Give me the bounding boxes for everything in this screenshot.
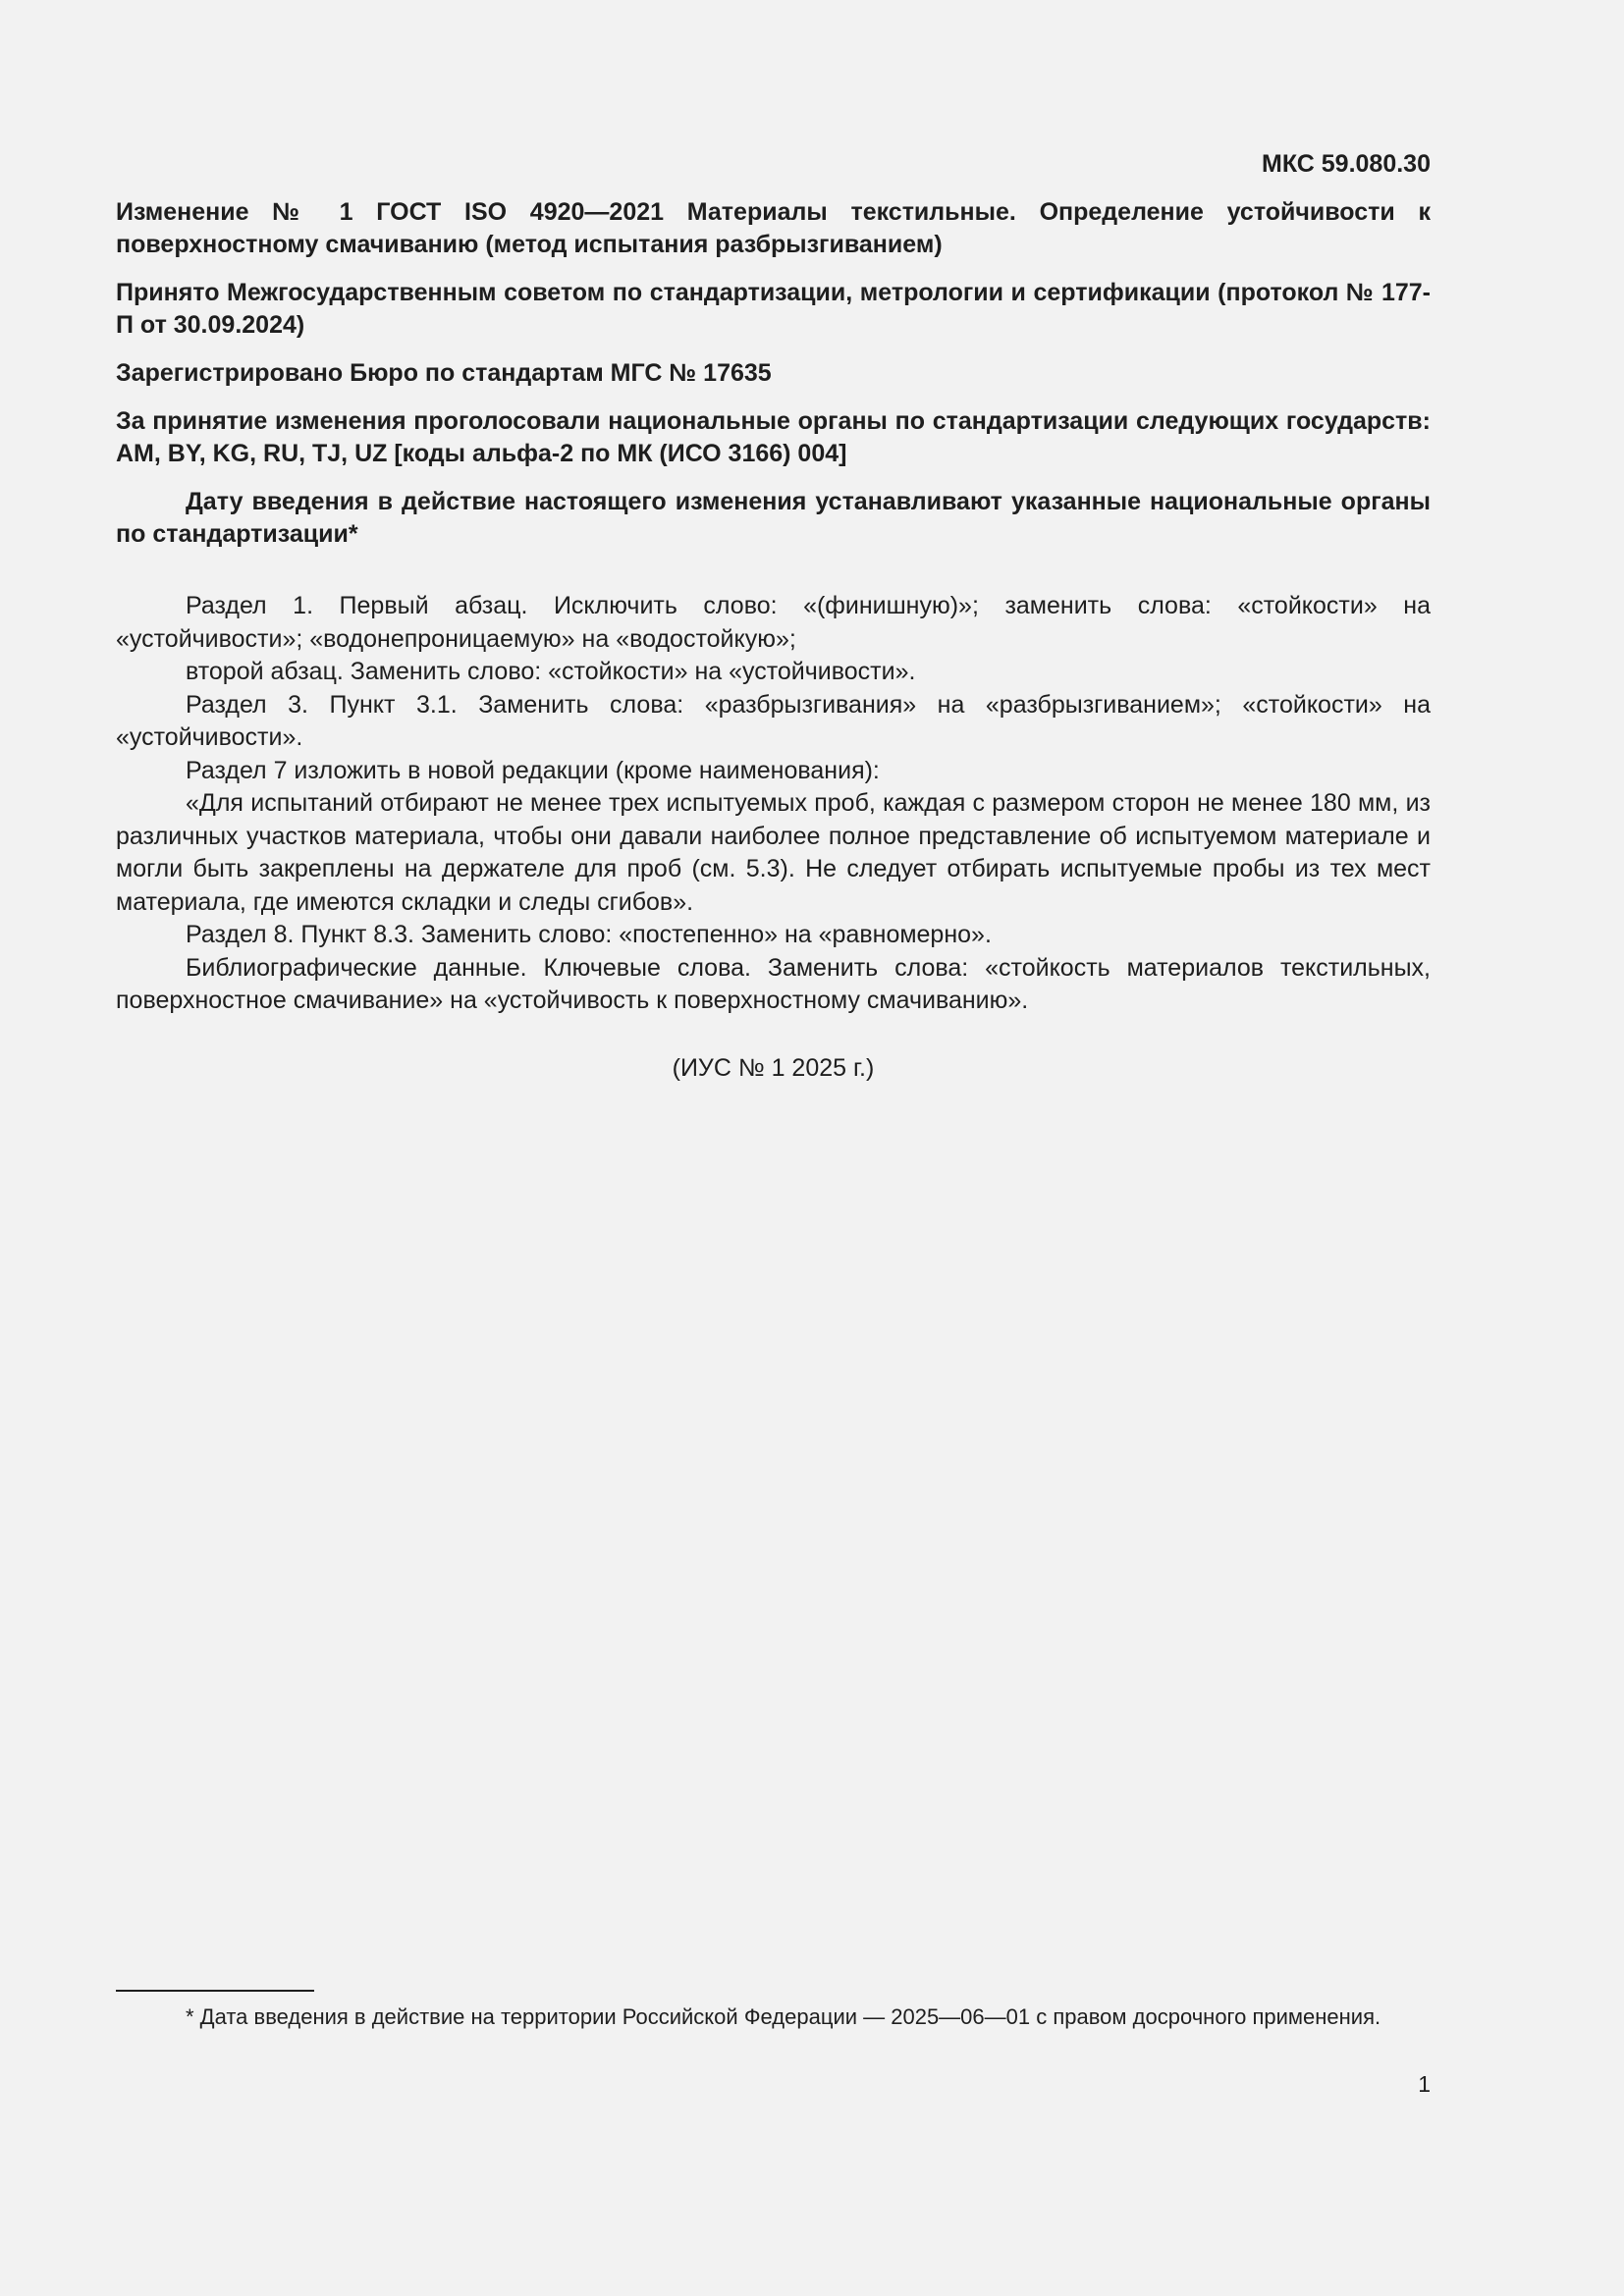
footnote: * Дата введения в действие на территории Российской Федерации — 2025—06—01 с правом досрочного применения. (186, 2004, 1381, 2029)
footnote-separator (116, 1990, 314, 1992)
paragraph: Раздел 7 изложить в новой редакции (кроме наименования): (186, 756, 880, 784)
registration-info: Зарегистрировано Бюро по стандартам МГС № 17635 (116, 359, 772, 387)
amendment-body (116, 590, 1431, 1018)
paragraph: Раздел 1. Первый абзац. Исключить слово: «(финишную)»; заменить слова: «стойкости» на «устойчивости»; «водонепроницаемую» на «водостойкую»; (116, 592, 1431, 653)
paragraph: Библиографические данные. Ключевые слова. Заменить слова: «стойкость материалов текстильных, поверхностное смачивание» на «устойчивость к поверхностному смачиванию». (116, 953, 1431, 1014)
amendment-title: Изменение № 1 ГОСТ ISO 4920—2021 Материалы текстильные. Определение устойчивости к поверхностному смачиванию (метод испытания разбрызгиванием) (116, 198, 1431, 258)
heading-block (116, 196, 1431, 551)
voting-info: За принятие изменения проголосовали национальные органы по стандартизации следующих государств: AM, BY, KG, RU, TJ, UZ [коды альфа-2 по МК (ИСО 3166) 004] (116, 407, 1431, 467)
paragraph: второй абзац. Заменить слово: «стойкости» на «устойчивости». (186, 658, 916, 685)
paragraph: Раздел 8. Пункт 8.3. Заменить слово: «постепенно» на «равномерно». (186, 921, 992, 948)
classification-code: МКС 59.080.30 (1262, 150, 1431, 178)
page-number: 1 (1418, 2071, 1431, 2097)
adoption-info: Принято Межгосударственным советом по стандартизации, метрологии и сертификации (протокол № 177-П от 30.09.2024) (116, 279, 1431, 339)
ius-reference: (ИУС № 1 2025 г.) (672, 1053, 875, 1082)
paragraph: «Для испытаний отбирают не менее трех испытуемых проб, каждая с размером сторон не менее 180 мм, из различных участков материала, чтобы они давали наиболее полное представление об испытуемом материале и могли быть закреплены на держателе для проб (см. 5.3). Не следует отбирать испытуемые пробы из тех мест материала, где имеются складки и следы сгибов». (116, 789, 1431, 916)
effective-date-info: Дату введения в действие настоящего изменения устанавливают указанные национальные органы по стандартизации* (116, 488, 1431, 548)
paragraph: Раздел 3. Пункт 3.1. Заменить слова: «разбрызгивания» на «разбрызгиванием»; «стойкости» на «устойчивости». (116, 690, 1431, 751)
document-page (116, 147, 1431, 1085)
